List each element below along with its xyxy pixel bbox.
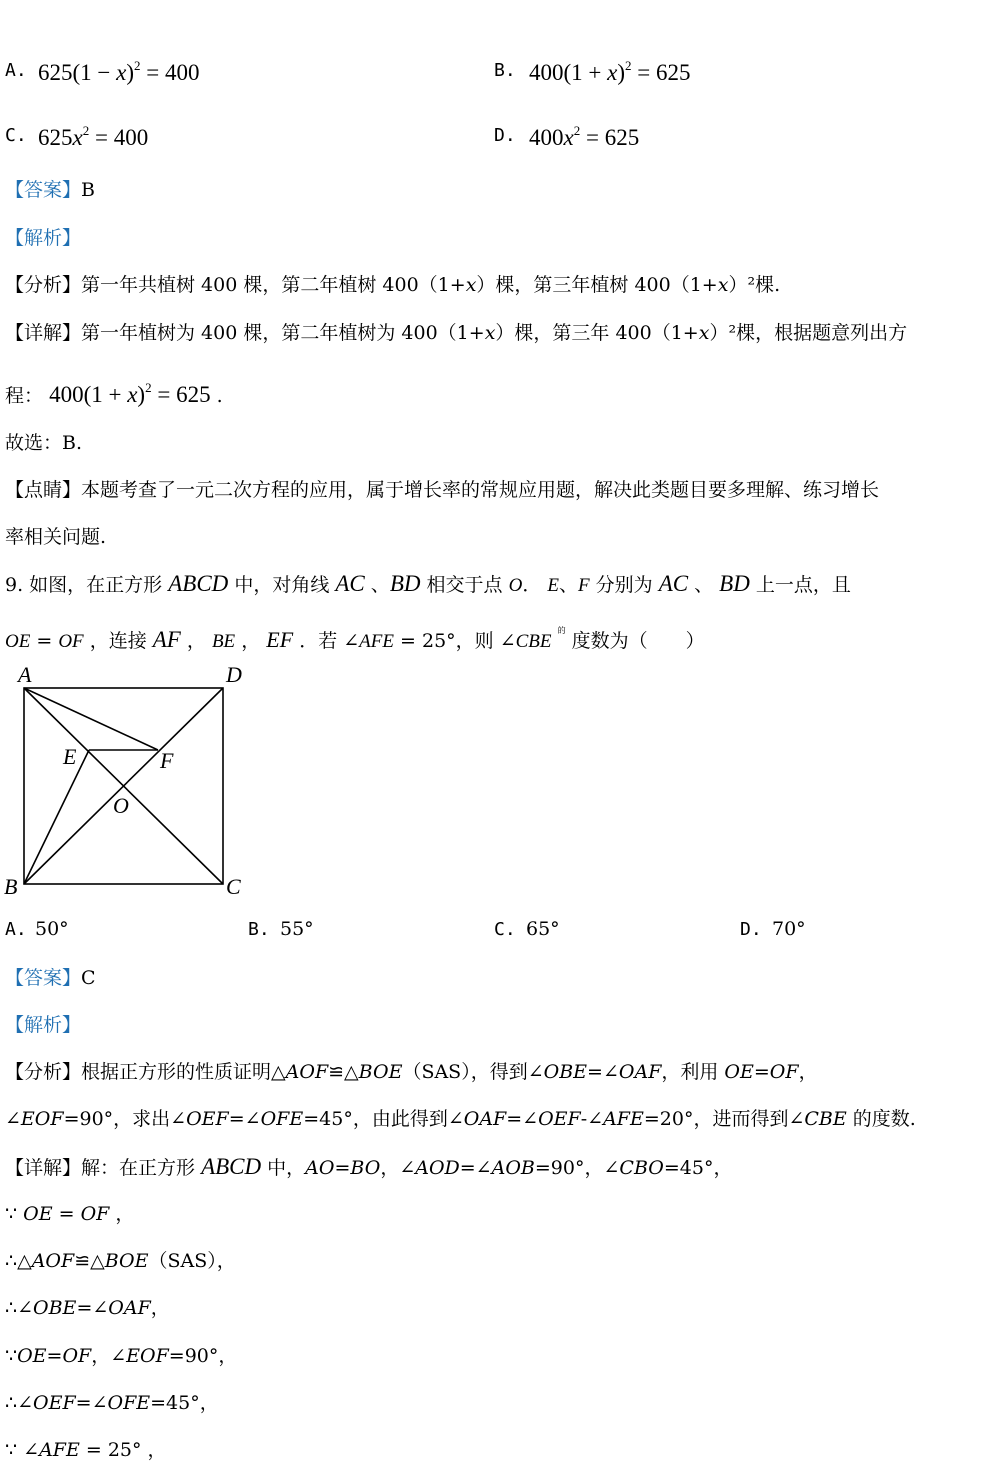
q9-stem-line2: OE = OF ，连接 AF ， BE ， EF ．若 ∠AFE = 25°，则 ∠CBE $^的$ 度数为（ ） [5, 626, 705, 652]
q8-equation: $400(1 + x)^2 = 625$ [49, 380, 211, 407]
q9-step: ∴△AOF≌△BOE（SAS）， [5, 1250, 236, 1272]
q8-dianjing-line2: 率相关问题. [5, 526, 107, 548]
q8-xiangjie-tag: 【详解】 [5, 322, 82, 344]
q8-analysis-tag: 【解析】 [5, 227, 82, 249]
q8-answer-value: B [81, 179, 95, 201]
q8-fenxi-text: 第一年共植树 400 棵，第二年植树 400（1+x）棵，第三年植树 400（1+x）²棵. [81, 274, 781, 296]
q9-option-c-letter: C. [494, 919, 516, 940]
q9-option-d-value: 70° [772, 918, 806, 940]
q8-xiangjie-text: 第一年植树为 400 棵，第二年植树为 400（1+x）棵，第三年 400（1+x）²棵，根据题意列出方 [81, 322, 908, 344]
q8-option-a-letter: A. [5, 60, 27, 81]
q8-answer-tag: 【答案】 [5, 179, 82, 201]
label-d: D [226, 662, 242, 687]
segment-be [24, 750, 89, 884]
q8-choose: 故选：B. [5, 432, 83, 454]
q8-xiangjie [5, 321, 907, 345]
q8-option-c-expr: $625x^2 = 400$ [38, 123, 149, 150]
label-o: O [113, 793, 129, 818]
q9-step: ∵OE=OF，∠EOF=90°， [5, 1345, 238, 1367]
q9-figure [0, 660, 260, 900]
q8-fenxi [5, 273, 780, 297]
q9-fenxi-line1: 根据正方形的性质证明△AOF≌△BOE（SAS），得到∠OBE=∠OAF，利用 OE=OF， [81, 1061, 818, 1083]
q9-step: ∴∠OBE=∠OAF， [5, 1297, 170, 1319]
q8-option-d-expr: $400x^2 = 625$ [529, 123, 640, 150]
q8-option-a-expr: $625(1 - x)^2 = 400$ [38, 58, 200, 85]
label-e: E [63, 744, 77, 769]
q8-xiangjie-cont [5, 376, 223, 408]
q9-option-d-letter: D. [740, 919, 762, 940]
q9-option-b-letter: B. [248, 919, 270, 940]
q8-equation-suffix: . [216, 385, 223, 407]
q9-answer-tag: 【答案】 [5, 967, 82, 989]
q8-fenxi-tag: 【分析】 [5, 274, 82, 296]
q9-answer-value: C [81, 967, 96, 989]
q9-step: ∴∠OEF=∠OFE=45°， [5, 1392, 219, 1414]
q9-step: ∵ OE = OF ， [5, 1203, 135, 1225]
q8-dianjing [5, 478, 879, 502]
q9-xiangjie-line: 解：在正方形 ABCD 中，AO=BO，∠AOD=∠AOB=90°，∠CBO=45°， [81, 1154, 733, 1179]
q8-dianjing-line1: 本题考查了一元二次方程的应用，属于增长率的常规应用题，解决此类题目要多理解、练习增长 [81, 479, 880, 501]
q8-option-d-letter: D. [494, 125, 516, 146]
q9-option-c-value: 65° [526, 918, 560, 940]
q8-option-b-expr: $400(1 + x)^2 = 625$ [529, 58, 691, 85]
q9-stem-line1: 9. 如图，在正方形 ABCD 中，对角线 AC 、BD 相交于点 O． E、F 分别为 AC 、 BD 上一点，且 [5, 571, 851, 596]
label-f: F [160, 748, 174, 773]
q9-answer [5, 966, 96, 990]
q9-option-b-value: 55° [280, 918, 314, 940]
q9-step: ∵ ∠AFE = 25° ， [5, 1439, 167, 1461]
q8-xiangjie-cont-prefix: 程： [5, 385, 44, 407]
q8-option-b-letter: B. [494, 60, 516, 81]
q9-option-a-value: 50° [35, 918, 69, 940]
q8-dianjing-tag: 【点睛】 [5, 479, 82, 501]
q9-xiangjie [5, 1155, 732, 1180]
q8-answer [5, 178, 95, 202]
segment-af [24, 688, 158, 750]
label-c: C [226, 874, 241, 899]
q9-option-a-letter: A. [5, 919, 27, 940]
label-b: B [4, 874, 18, 899]
label-a: A [18, 662, 32, 687]
q9-xiangjie-tag: 【详解】 [5, 1157, 82, 1179]
q9-analysis-tag: 【解析】 [5, 1014, 82, 1036]
q9-fenxi [5, 1060, 818, 1084]
q9-fenxi-line2: ∠EOF=90°，求出∠OEF=∠OFE=45°，由此得到∠OAF=∠OEF-∠AFE=20°，进而得到∠CBE 的度数. [5, 1108, 916, 1130]
q8-option-c-letter: C. [5, 125, 27, 146]
q9-fenxi-tag: 【分析】 [5, 1061, 82, 1083]
